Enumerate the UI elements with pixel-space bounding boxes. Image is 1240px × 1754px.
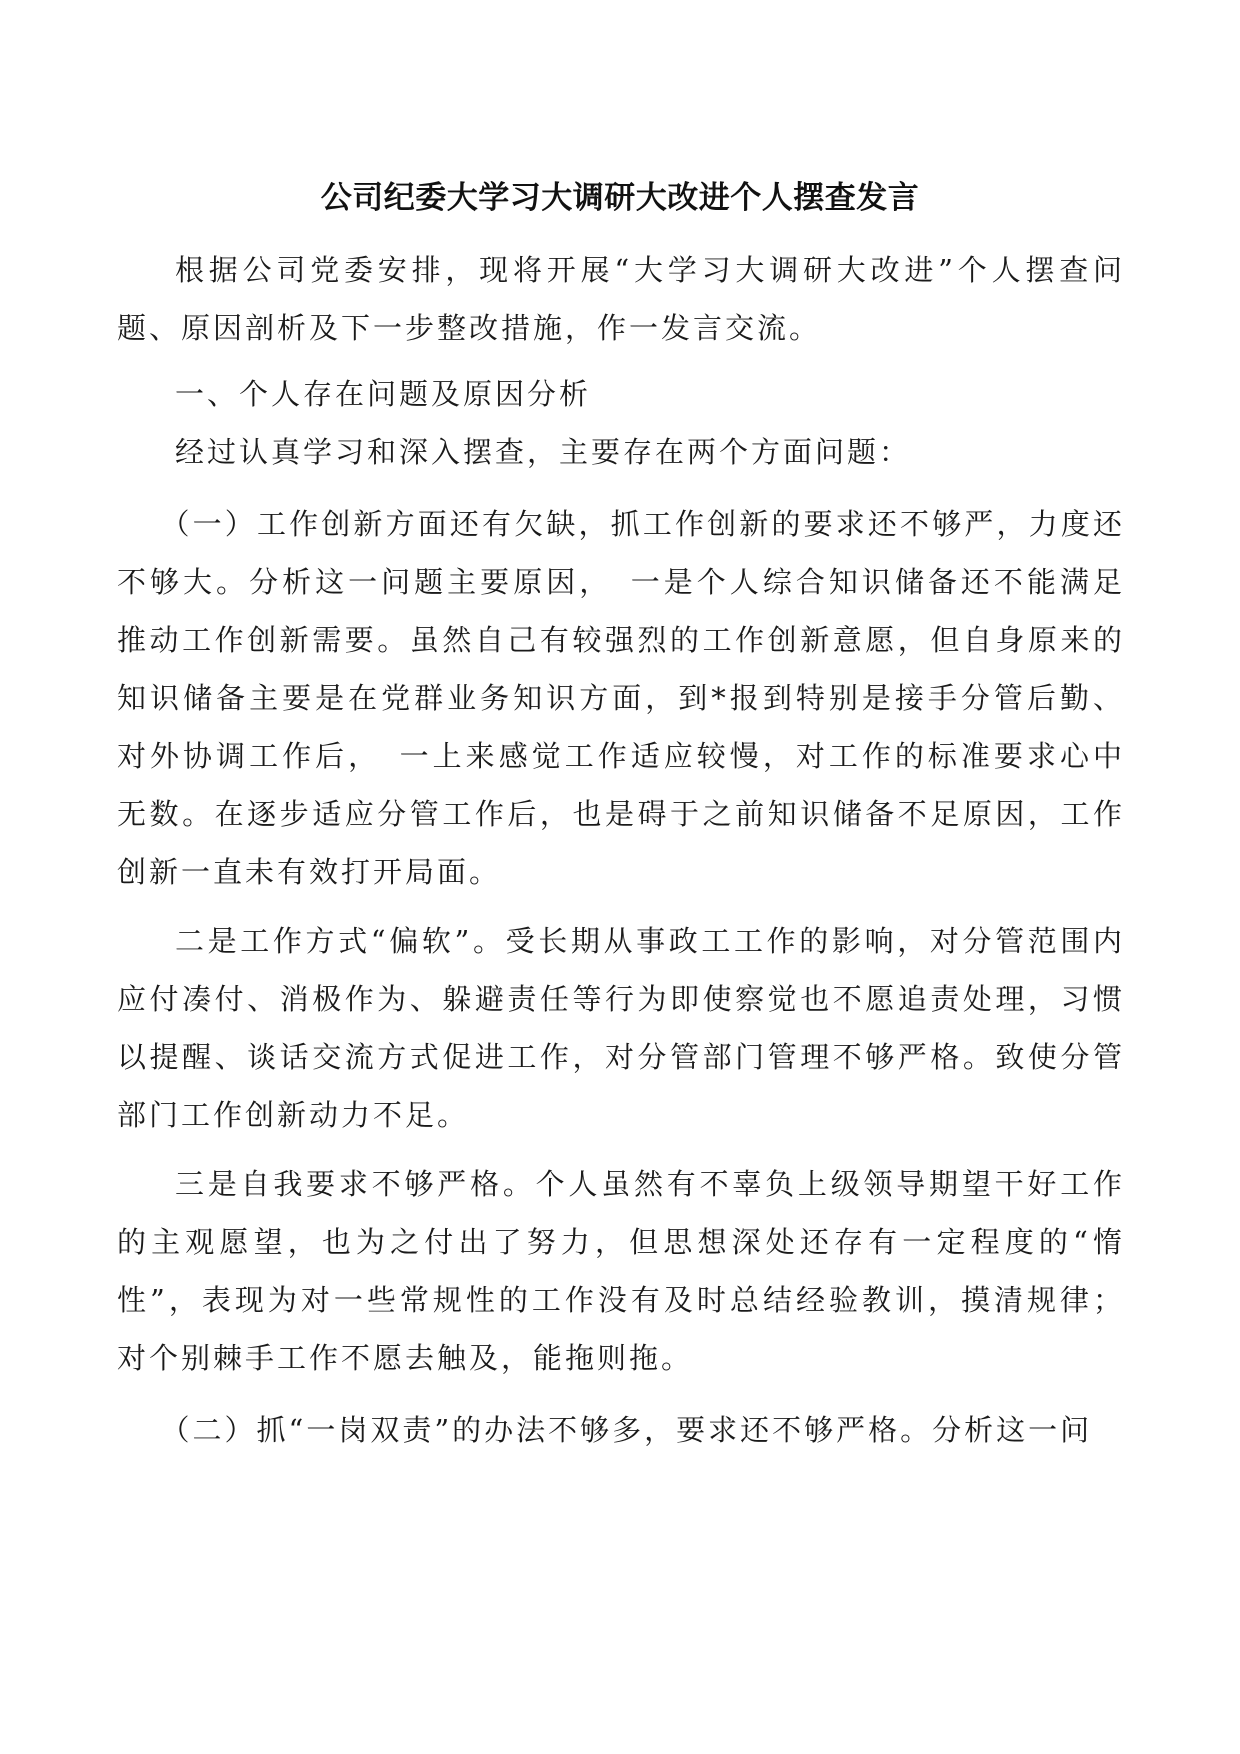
reason-two-paragraph: 二是工作方式“偏软”。受长期从事政工工作的影响，对分管范围内应付凑付、消极作为、躲避责任等行为即使察觉也不愿追责处理，习惯以提醒、谈话交流方式促进工作，对分管部门管理不够严格。致使分管部门工作创新动力不足。 bbox=[117, 924, 1125, 1132]
document-title: 公司纪委大学习大调研大改进个人摆查发言 bbox=[320, 180, 920, 216]
problem-two-paragraph: （二）抓“一岗双责”的办法不够多，要求还不够严格。分析这一问 bbox=[160, 1413, 1093, 1447]
section-heading: 一、个人存在问题及原因分析 bbox=[175, 377, 592, 411]
document-body bbox=[117, 241, 1125, 1459]
intro-paragraph: 根据公司党委安排，现将开展“大学习大调研大改进”个人摆查问题、原因剖析及下一步整改措施，作一发言交流。 bbox=[117, 253, 1125, 345]
summary-paragraph: 经过认真学习和深入摆查，主要存在两个方面问题： bbox=[175, 435, 912, 469]
problem-one-paragraph: （一）工作创新方面还有欠缺，抓工作创新的要求还不够严，力度还不够大。分析这一问题主要原因， 一是个人综合知识储备还不能满足推动工作创新需要。虽然自己有较强烈的工作创新意愿，但自身原来的知识储备主要是在党群业务知识方面，到*报到特别是接手分管后勤、对外协调工作后， 一上来感觉工作适应较慢，对工作的标准要求心中无数。在逐步适应分管工作后，也是碍于之前知识储备不足原因，工作创新一直未有效打开局面。 bbox=[117, 507, 1125, 889]
reason-three-paragraph: 三是自我要求不够严格。个人虽然有不辜负上级领导期望干好工作的主观愿望，也为之付出了努力，但思想深处还存有一定程度的“惰性”，表现为对一些常规性的工作没有及时总结经验教训，摸清规律；对个别棘手工作不愿去触及，能拖则拖。 bbox=[117, 1167, 1125, 1375]
